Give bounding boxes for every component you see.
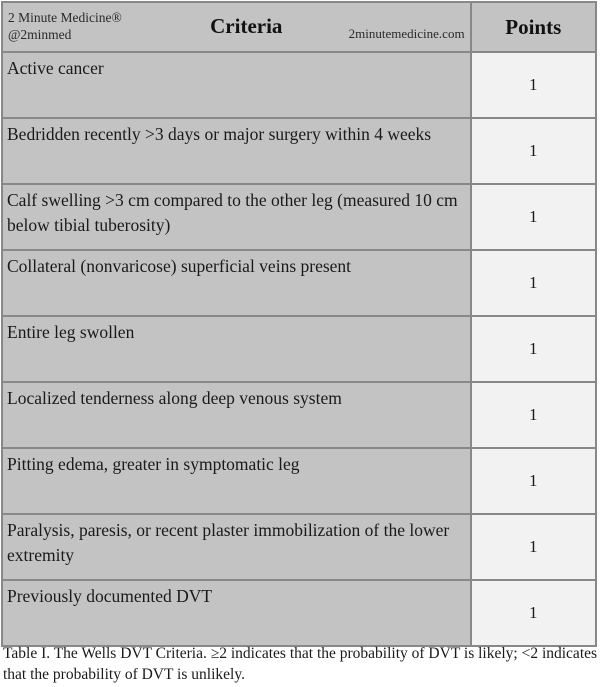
criteria-header-cell	[2, 2, 471, 52]
table-row	[2, 580, 596, 646]
criterion-cell: Calf swelling >3 cm compared to the other leg (measured 10 cm below tibial tuberosity)	[2, 184, 471, 250]
points-cell: 1	[471, 52, 596, 118]
criterion-cell: Collateral (nonvaricose) superficial veins present	[2, 250, 471, 316]
points-cell: 1	[471, 316, 596, 382]
criterion-cell: Paralysis, paresis, or recent plaster immobilization of the lower extremity	[2, 514, 471, 580]
criteria-column-title: Criteria	[210, 14, 283, 38]
table-row	[2, 250, 596, 316]
criterion-cell: Entire leg swollen	[2, 316, 471, 382]
table-row	[2, 382, 596, 448]
table-row	[2, 316, 596, 382]
points-cell: 1	[471, 382, 596, 448]
points-cell: 1	[471, 118, 596, 184]
table-row	[2, 184, 596, 250]
criterion-cell: Bedridden recently >3 days or major surgery within 4 weeks	[2, 118, 471, 184]
criterion-cell: Pitting edema, greater in symptomatic leg	[2, 448, 471, 514]
table-row	[2, 118, 596, 184]
brand-name: 2 Minute Medicine®	[8, 10, 122, 25]
wells-dvt-table	[1, 1, 597, 647]
criterion-cell: Localized tenderness along deep venous system	[2, 382, 471, 448]
criterion-cell: Previously documented DVT	[2, 580, 471, 646]
criterion-cell: Active cancer	[2, 52, 471, 118]
points-cell: 1	[471, 250, 596, 316]
points-cell: 1	[471, 448, 596, 514]
points-cell: 1	[471, 514, 596, 580]
table-row	[2, 514, 596, 580]
points-column-title: Points	[471, 2, 596, 52]
website-label: 2minutemedicine.com	[348, 26, 465, 41]
points-cell: 1	[471, 184, 596, 250]
table-row	[2, 448, 596, 514]
table-header-row	[2, 2, 596, 52]
table-row	[2, 52, 596, 118]
brand-handle: @2minmed	[8, 27, 72, 42]
table-caption: Table I. The Wells DVT Criteria. ≥2 indicates that the probability of DVT is likely; <2 indicates that the probability of DVT is unlikely.	[3, 645, 598, 683]
points-cell: 1	[471, 580, 596, 646]
